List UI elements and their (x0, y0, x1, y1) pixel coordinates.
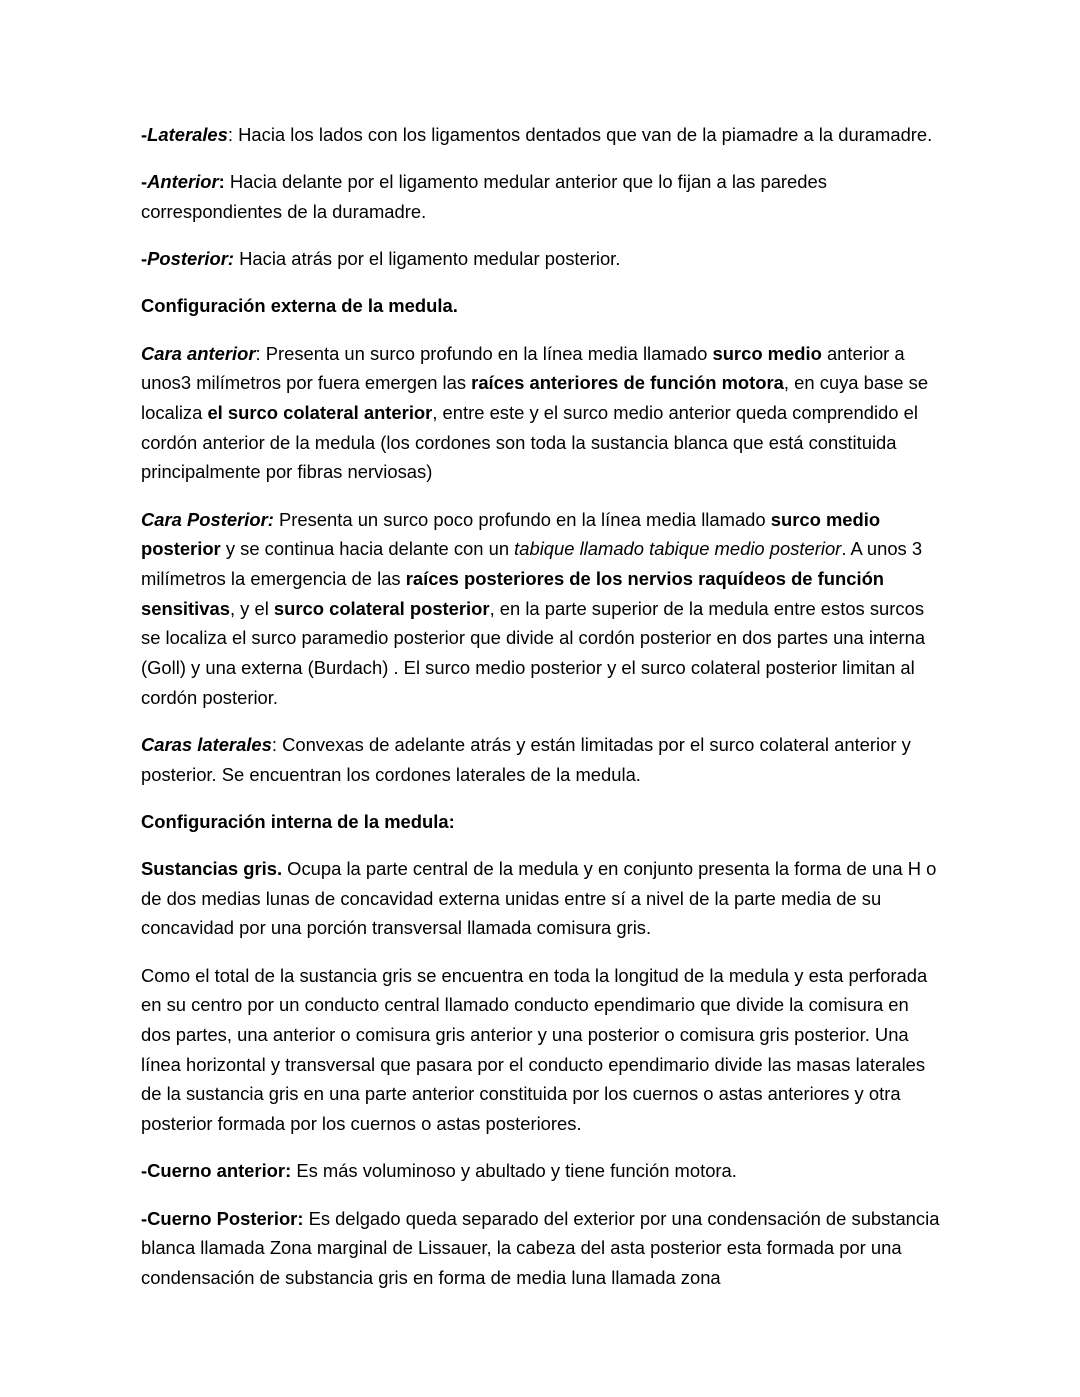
text-run: raíces anteriores de función motora (471, 372, 784, 394)
text-run: - (141, 124, 148, 145)
document-body (141, 120, 941, 1310)
heading-configuracion-externa (141, 291, 941, 321)
paragraph-cuerno-anterior (141, 1156, 941, 1186)
text-run: , entre este y el surco medio anterior queda comprendido el cordón anterior de la medula (los cordones son toda la sustancia blanca que está constituida principalmente por fibras nerviosas) (141, 401, 918, 483)
text-run: - (141, 248, 148, 270)
text-run: el surco colateral anterior (207, 401, 433, 423)
text-run: raíces posteriores de los nervios raquídeos de función sensitivas (141, 567, 885, 619)
text-run: -Cuerno anterior: (141, 1160, 292, 1182)
paragraph-cara-anterior (141, 339, 941, 488)
text-run: : Hacia los lados con los ligamentos dentados que van de la piamadre a la duramadre. (227, 124, 933, 145)
heading-configuracion-interna (141, 807, 941, 837)
text-run: surco colateral posterior (273, 597, 490, 619)
paragraph-ligamentos-laterales (141, 120, 941, 150)
text-run: Es delgado queda separado del exterior por una condensación de substancia blanca llamada Zona marginal de Lissauer, la cabeza del asta posterior esta formada por una condensación de substancia gris en forma de media luna llamada zona (141, 1207, 940, 1288)
text-run: Cara anterior (141, 342, 256, 364)
text-run: Posterior: (147, 248, 234, 270)
text-run: , y el (229, 597, 274, 619)
text-run: Cara Posterior: (141, 508, 274, 530)
text-run: , en cuya base se localiza (141, 372, 929, 423)
text-run: . A unos 3 milímetros la emergencia de las (141, 538, 923, 589)
text-run: Presenta un surco poco profundo en la línea media llamado (273, 508, 771, 530)
text-run: anterior a unos3 milímetros por fuera emergen las (141, 342, 905, 394)
text-run: Ocupa la parte central de la medula y en conjunto presenta la forma de una H o de dos medias lunas de concavidad externa unidas entre sí a nivel de la parte media de su concavidad por una porción transversal llamada comisura gris. (141, 858, 937, 939)
text-run: surco medio posterior (141, 508, 881, 560)
text-run: tabique llamado tabique medio posterior (514, 538, 842, 560)
text-run: - (141, 171, 148, 193)
text-run: Sustancias gris. (141, 858, 283, 880)
paragraph-cuerno-posterior (141, 1204, 941, 1293)
paragraph-cara-posterior (141, 505, 941, 713)
paragraph-conducto-ependimario (141, 961, 941, 1139)
paragraph-sustancia-gris (141, 854, 941, 943)
text-run: -Cuerno Posterior: (141, 1207, 304, 1229)
text-run: y se continua hacia delante con un (220, 538, 515, 560)
text-run: : (218, 171, 225, 193)
text-run: Laterales (147, 124, 228, 145)
text-run: , en la parte superior de la medula entre estos surcos se localiza el surco paramedio posterior que divide al cordón posterior en dos partes una interna (Goll) y una externa (Burdach) . El surco medio posterior y el surco colateral posterior limitan al cordón posterior. (141, 597, 926, 708)
text-run: : Presenta un surco profundo en la línea media llamado (255, 342, 713, 364)
text-run: surco medio (712, 342, 822, 364)
paragraph-ligamento-anterior (141, 167, 941, 226)
text-run: Como el total de la sustancia gris se encuentra en toda la longitud de la medula y esta perforada en su centro por un conducto central llamado conducto ependimario que divide la comisura en dos partes, una anterior o comisura gris anterior y una posterior o comisura gris posterior. Una línea horizontal y transversal que pasara por el conducto ependimario divide las masas laterales de la sustancia gris en una parte anterior constituida por los cuernos o astas anteriores y otra posterior formada por los cuernos o astas posteriores. (141, 964, 928, 1135)
paragraph-caras-laterales (141, 730, 941, 789)
text-run: Es más voluminoso y abultado y tiene función motora. (291, 1160, 737, 1182)
heading-text: Configuración externa de la medula. (141, 295, 458, 317)
text-run: Anterior (147, 171, 219, 193)
text-run: Hacia delante por el ligamento medular anterior que lo fijan a las paredes correspondientes de la duramadre. (141, 171, 827, 222)
text-run: Hacia atrás por el ligamento medular posterior. (234, 248, 621, 270)
text-run: : Convexas de adelante atrás y están limitadas por el surco colateral anterior y posterior. Se encuentran los cordones laterales de la medula. (141, 733, 911, 785)
text-run: Caras laterales (141, 733, 272, 755)
paragraph-ligamento-posterior (141, 244, 941, 274)
heading-text: Configuración interna de la medula: (141, 810, 455, 832)
